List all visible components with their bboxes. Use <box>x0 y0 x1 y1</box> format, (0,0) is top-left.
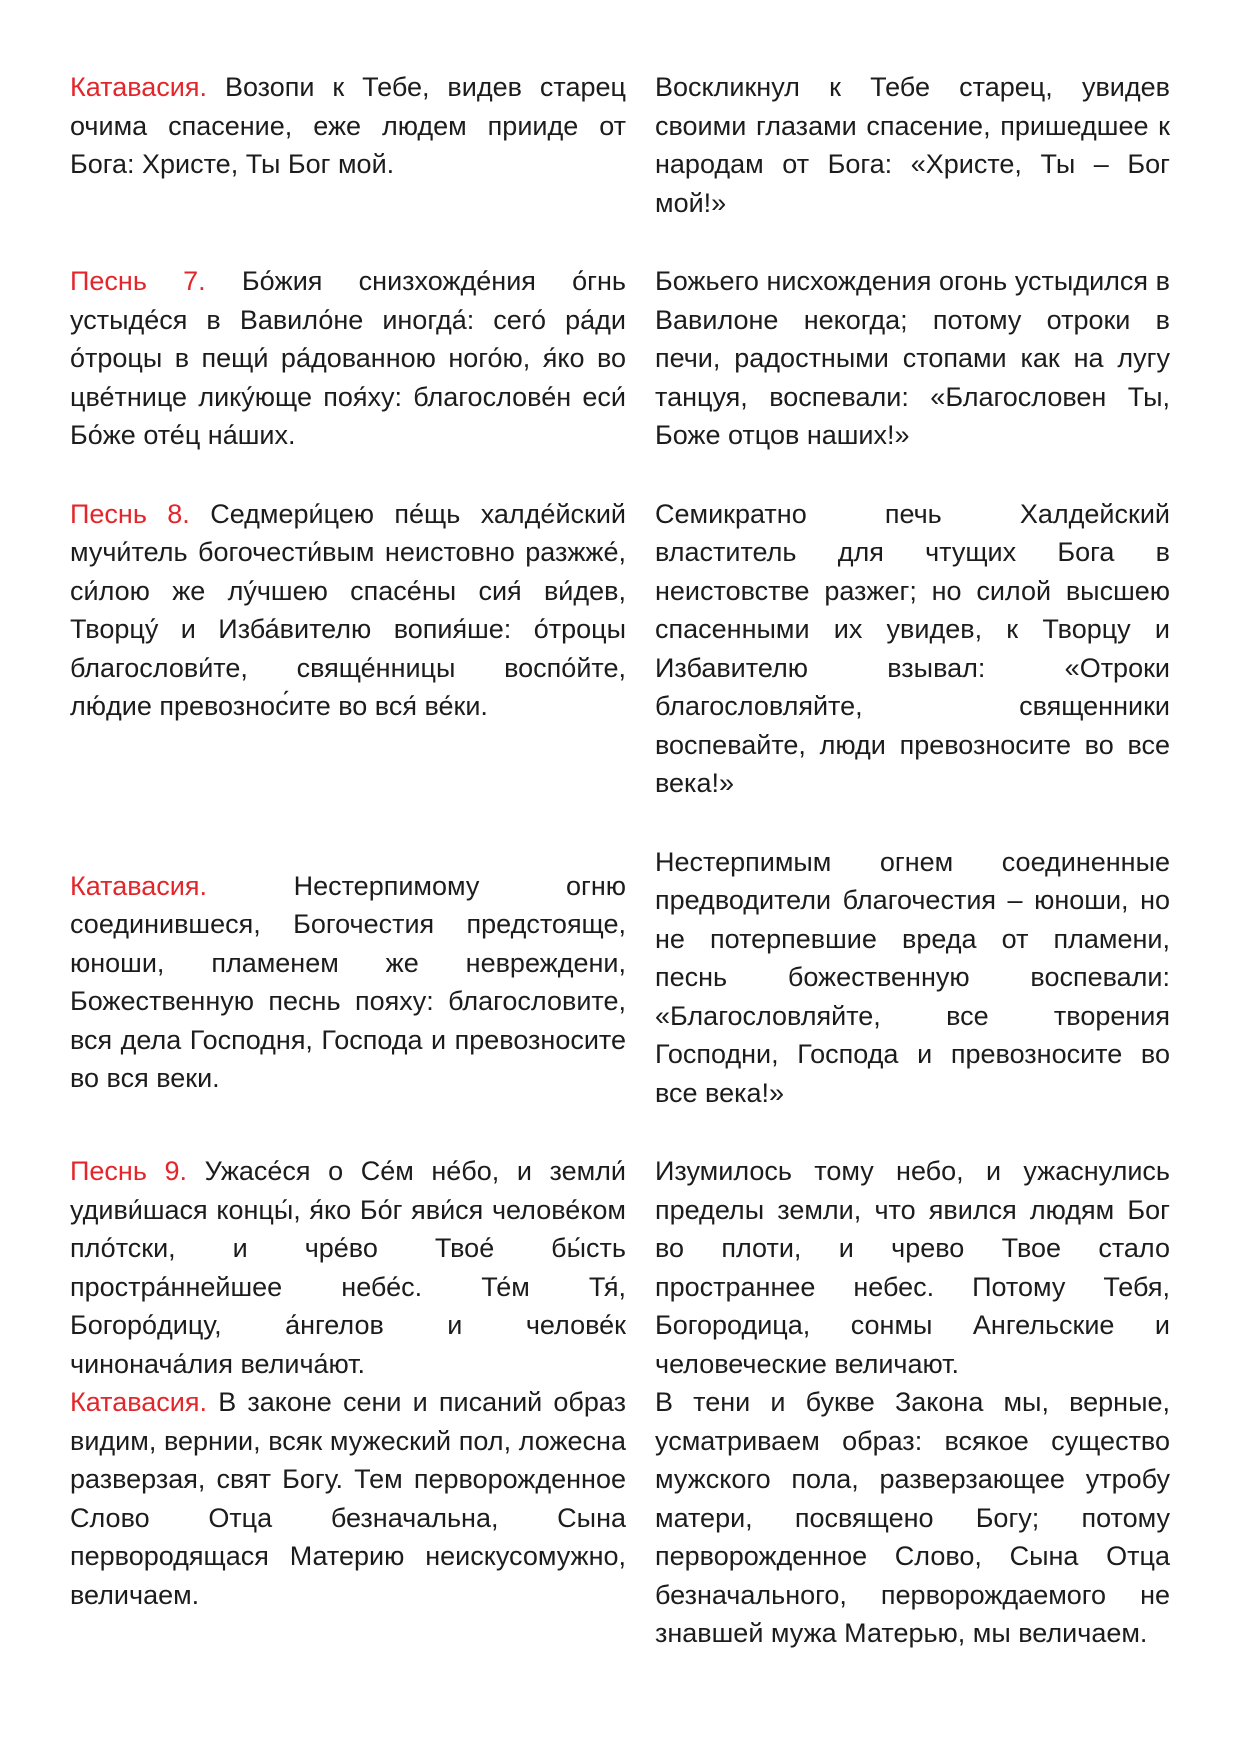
slavonic-verse: Седмери́цею пе́щь халде́йский мучи́тель богочести́вым неистовно разжже́, си́лою же лу́чшею спасе́ны сия́ ви́дев, Творцу́ и Изба́вителю вопия́ше: о́троцы благослови́те, свяще́нницы воспо́йте, лю́дие превознос́ите во вся́ ве́ки. <box>70 498 626 721</box>
russian-translation: В тени и букве Закона мы, верные, усматриваем образ: всякое существо мужского пола, разверзающее утробу матери, посвящено Богу; потому перворожденное Слово, Сына Отца безначального, перворождаемого не знавшей мужа Матерью, мы величаем. <box>655 1387 1170 1648</box>
hymn-block <box>70 843 1170 1113</box>
slavonic-verse: Нестерпимому огню соединившеся, Богочестия предстояще, юноши, пламенем же невреждени, Божественную песнь пояху: благословите, вся дела Господня, Господа и превозносите во вся веки. <box>70 870 626 1093</box>
church-slavonic-text <box>70 1152 626 1383</box>
slavonic-verse: Ужасе́ся о Се́м не́бо, и земли́ удиви́шася концы́, я́ко Бо́г яви́ся челове́ком пло́тски, и чре́во Твое́ бы́сть простра́ннейшее небе́с. Те́м Тя́, Богоро́дицу, а́нгелов и челове́к чинонача́лия велича́ют. <box>70 1156 626 1379</box>
slavonic-verse: В законе сени и писаний образ видим, вернии, всяк мужеский пол, ложесна разверзая, свят Богу. Тем перворожденное Слово Отца безначальна, Сына первородящася Материю неискусомужно, величаем. <box>70 1387 626 1610</box>
hymn-block <box>70 262 1170 455</box>
church-slavonic-text <box>70 1383 626 1653</box>
slavonic-verse: Возопи к Тебе, видев старец очима спасение, еже людем прииде от Бога: Христе, Ты Бог мой. <box>70 72 626 179</box>
church-slavonic-text <box>70 843 626 1113</box>
church-slavonic-text <box>70 68 626 222</box>
russian-translation: Изумилось тому небо, и ужаснулись пределы земли, что явился людям Бог во плоти, и чрево Твое стало пространнее небес. Потому Тебя, Богородица, сонмы Ангельские и человеческие величают. <box>655 1156 1170 1379</box>
section-label: Песнь 7. <box>70 266 206 296</box>
hymn-block <box>70 495 1170 803</box>
section-label: Катавасия. <box>70 870 207 901</box>
russian-translation: Нестерпимым огнем соединенные предводители благочестия – юноши, но не потерпевшие вреда от пламени, песнь божественную воспевали: «Благословляйте, все творения Господни, Господа и превозносите во все века!» <box>655 846 1170 1108</box>
parallel-text-page <box>70 68 1170 1653</box>
russian-translation: Воскликнул к Тебе старец, увидев своими глазами спасение, пришедшее к народам от Бога: «Христе, Ты – Бог мой!» <box>655 72 1170 218</box>
section-label: Песнь 9. <box>70 1156 187 1186</box>
section-label: Катавасия. <box>70 1387 207 1417</box>
russian-translation: Божьего нисхождения огонь устыдился в Вавилоне некогда; потому отроки в печи, радостными стопами как на лугу танцуя, воспевали: «Благословен Ты, Боже отцов наших!» <box>655 266 1170 450</box>
russian-translation: Семикратно печь Халдейский властитель для чтущих Бога в неистовстве разжег; но силой высшею спасенными их увидев, к Творцу и Избавителю взывал: «Отроки благословляйте, священники воспевайте, люди превозносите во все века!» <box>655 498 1170 798</box>
hymn-block <box>70 1383 1170 1653</box>
hymn-block <box>70 68 1170 222</box>
section-label: Песнь 8. <box>70 498 190 529</box>
slavonic-verse: Бо́жия снизхожде́ния о́гнь устыде́ся в Вавило́не иногда́: сего́ ра́ди о́троцы в пещи́ ра́дованною ного́ю, я́ко во цве́тнице лику́юще поя́ху: благослове́н еси́ Бо́же оте́ц на́ших. <box>70 266 626 450</box>
hymn-block <box>70 1152 1170 1383</box>
section-label: Катавасия. <box>70 72 207 102</box>
church-slavonic-text <box>70 262 626 455</box>
church-slavonic-text <box>70 495 626 803</box>
